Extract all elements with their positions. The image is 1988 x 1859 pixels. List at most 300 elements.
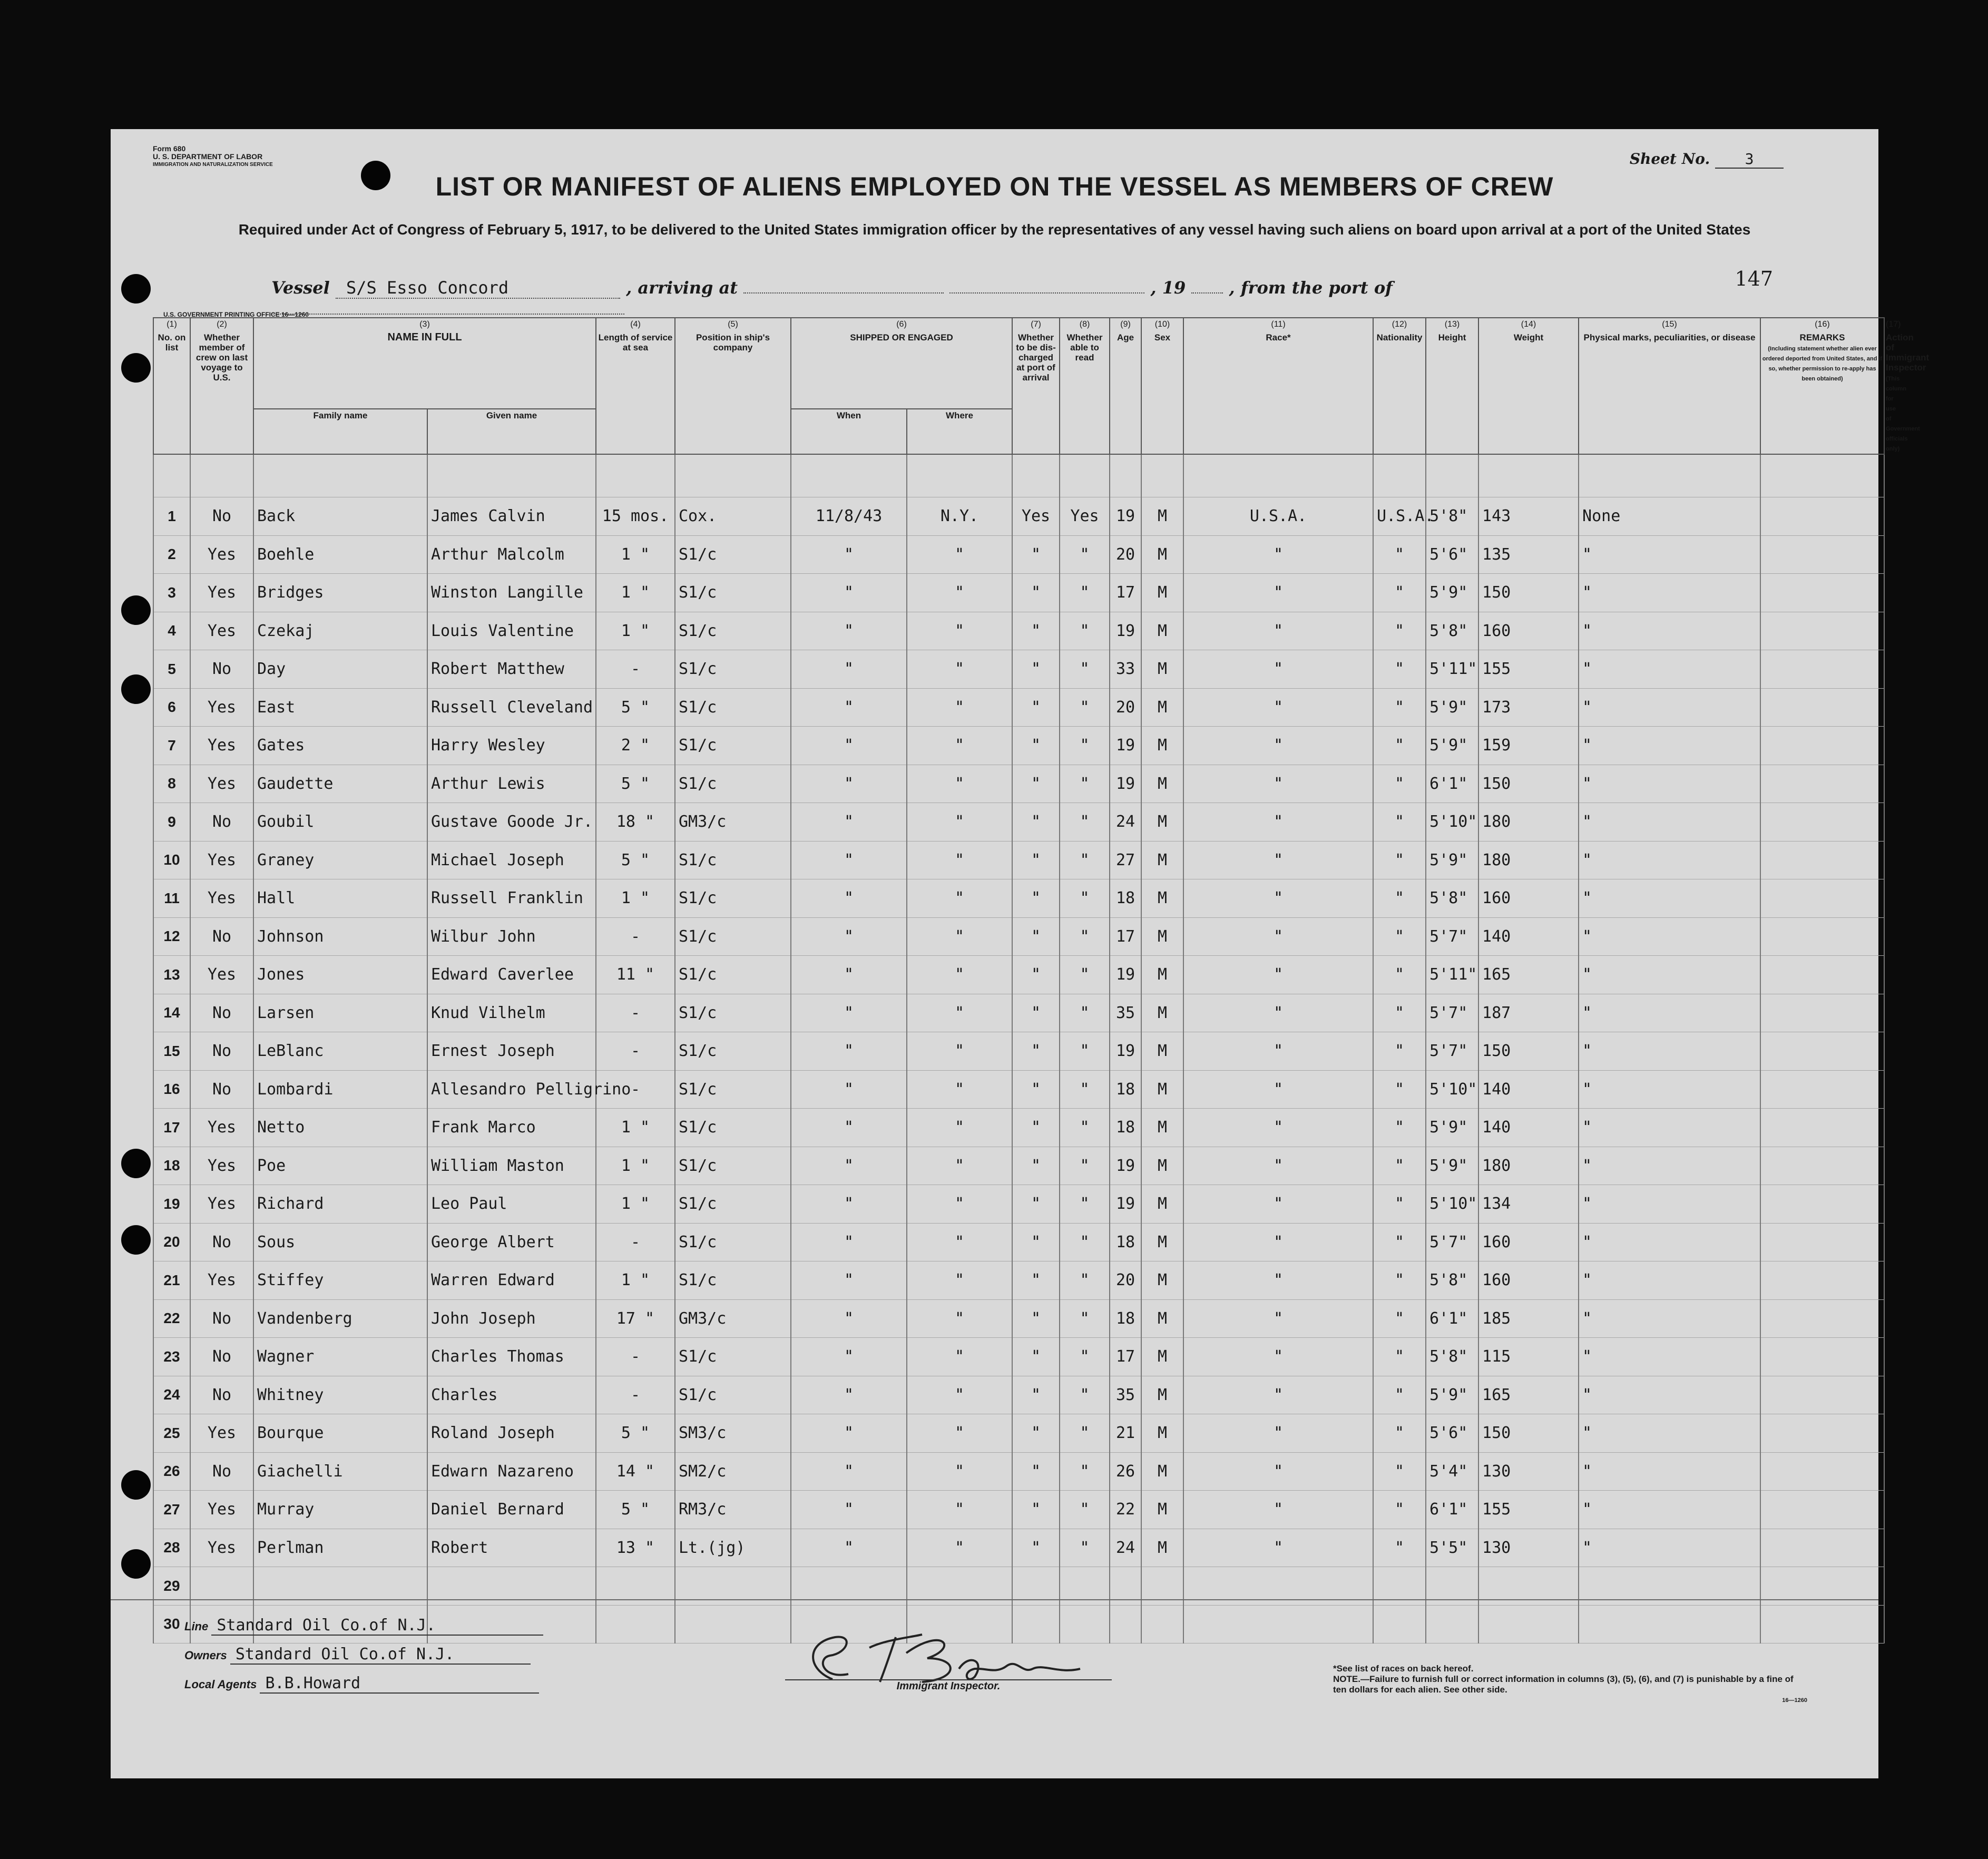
- height-cell: 5'9": [1426, 688, 1478, 727]
- family-name-cell: Larsen: [253, 994, 427, 1032]
- age-cell: 19: [1110, 1147, 1141, 1185]
- line-value: Standard Oil Co.of N.J.: [211, 1616, 543, 1636]
- discharged-cell: ": [1012, 956, 1060, 994]
- given-name-cell: Russell Franklin: [427, 879, 596, 918]
- when-cell: ": [791, 1032, 907, 1071]
- family-name-cell: Bourque: [253, 1414, 427, 1453]
- position-cell: S1/c: [675, 1223, 791, 1261]
- read-cell: ": [1060, 1223, 1110, 1261]
- position-cell: S1/c: [675, 1147, 791, 1185]
- where-cell: ": [907, 956, 1012, 994]
- position-cell: GM3/c: [675, 803, 791, 842]
- height-cell: 5'8": [1426, 497, 1478, 536]
- last-voyage-cell: Yes: [190, 1185, 253, 1224]
- when-cell: ": [791, 688, 907, 727]
- last-voyage-cell: Yes: [190, 1414, 253, 1453]
- height-cell: 5'9": [1426, 727, 1478, 765]
- position-cell: S1/c: [675, 1070, 791, 1109]
- last-voyage-cell: Yes: [190, 879, 253, 918]
- service-cell: 11 ": [596, 956, 675, 994]
- family-name-cell: Perlman: [253, 1529, 427, 1567]
- remarks-cell: [1760, 765, 1884, 803]
- nationality-cell: ": [1373, 917, 1426, 956]
- discharged-cell: ": [1012, 727, 1060, 765]
- sex-cell: M: [1141, 535, 1183, 574]
- where-cell: ": [907, 612, 1012, 650]
- owners-field: Owners Standard Oil Co.of N.J.: [184, 1645, 531, 1665]
- remarks-cell: [1760, 917, 1884, 956]
- read-cell: ": [1060, 1529, 1110, 1567]
- given-name-cell: Roland Joseph: [427, 1414, 596, 1453]
- row-number: 24: [153, 1376, 190, 1414]
- family-name-cell: LeBlanc: [253, 1032, 427, 1071]
- where-cell: ": [907, 1185, 1012, 1224]
- age-cell: 19: [1110, 727, 1141, 765]
- race-cell: ": [1183, 956, 1373, 994]
- marks-cell: ": [1579, 1414, 1760, 1453]
- discharged-cell: ": [1012, 574, 1060, 612]
- last-voyage-cell: Yes: [190, 727, 253, 765]
- sex-cell: M: [1141, 1223, 1183, 1261]
- race-cell: ": [1183, 994, 1373, 1032]
- inspector-signature: [785, 1616, 1112, 1690]
- last-voyage-cell: No: [190, 994, 253, 1032]
- table-row: [153, 956, 1884, 994]
- weight-cell: 155: [1478, 650, 1579, 689]
- when-cell: ": [791, 1491, 907, 1529]
- row-number: 20: [153, 1223, 190, 1261]
- weight-cell: 173: [1478, 688, 1579, 727]
- weight-cell: 155: [1478, 1491, 1579, 1529]
- service-cell: -: [596, 1070, 675, 1109]
- position-cell: SM3/c: [675, 1414, 791, 1453]
- where-cell: ": [907, 1491, 1012, 1529]
- remarks-cell: [1760, 1185, 1884, 1224]
- row-number: 1: [153, 497, 190, 536]
- where-cell: N.Y.: [907, 497, 1012, 536]
- age-cell: 19: [1110, 612, 1141, 650]
- family-name-cell: Gaudette: [253, 765, 427, 803]
- family-name-cell: East: [253, 688, 427, 727]
- last-voyage-cell: Yes: [190, 1529, 253, 1567]
- where-cell: ": [907, 574, 1012, 612]
- service-cell: -: [596, 650, 675, 689]
- weight-cell: 160: [1478, 1261, 1579, 1300]
- marks-cell: ": [1579, 803, 1760, 842]
- age-cell: 24: [1110, 1529, 1141, 1567]
- family-name-cell: Gates: [253, 727, 427, 765]
- race-cell: ": [1183, 612, 1373, 650]
- where-cell: ": [907, 1529, 1012, 1567]
- marks-cell: ": [1579, 1109, 1760, 1147]
- age-cell: 19: [1110, 956, 1141, 994]
- given-name-cell: Wilbur John: [427, 917, 596, 956]
- nationality-cell: ": [1373, 1223, 1426, 1261]
- discharged-cell: ": [1012, 765, 1060, 803]
- remarks-cell: [1760, 612, 1884, 650]
- weight-cell: 180: [1478, 841, 1579, 879]
- position-cell: S1/c: [675, 650, 791, 689]
- where-cell: ": [907, 994, 1012, 1032]
- nationality-cell: ": [1373, 1299, 1426, 1338]
- last-voyage-cell: Yes: [190, 956, 253, 994]
- row-number: 23: [153, 1338, 190, 1376]
- read-cell: ": [1060, 841, 1110, 879]
- age-cell: 19: [1110, 1032, 1141, 1071]
- nationality-cell: ": [1373, 612, 1426, 650]
- read-cell: ": [1060, 1261, 1110, 1300]
- sex-cell: M: [1141, 688, 1183, 727]
- service-cell: -: [596, 1223, 675, 1261]
- weight-cell: 115: [1478, 1338, 1579, 1376]
- read-cell: Yes: [1060, 497, 1110, 536]
- service-cell: 1 ": [596, 1109, 675, 1147]
- row-number: 27: [153, 1491, 190, 1529]
- table-body: [153, 454, 1884, 1643]
- read-cell: ": [1060, 1414, 1110, 1453]
- race-cell: ": [1183, 1414, 1373, 1453]
- height-cell: 5'9": [1426, 1109, 1478, 1147]
- inspector-label: Immigrant Inspector.: [785, 1679, 1112, 1692]
- last-voyage-cell: No: [190, 917, 253, 956]
- col-weight: (14) Weight: [1478, 318, 1579, 454]
- height-cell: 5'10": [1426, 1185, 1478, 1224]
- position-cell: S1/c: [675, 1338, 791, 1376]
- discharged-cell: ": [1012, 1185, 1060, 1224]
- port-label: , from the port of: [1229, 278, 1393, 298]
- marks-cell: ": [1579, 1452, 1760, 1491]
- marks-cell: ": [1579, 994, 1760, 1032]
- nationality-cell: ": [1373, 650, 1426, 689]
- family-name-cell: Murray: [253, 1491, 427, 1529]
- last-voyage-cell: No: [190, 1376, 253, 1414]
- nationality-cell: ": [1373, 574, 1426, 612]
- given-name-cell: James Calvin: [427, 497, 596, 536]
- family-name-cell: Back: [253, 497, 427, 536]
- marks-cell: None: [1579, 497, 1760, 536]
- sex-cell: M: [1141, 650, 1183, 689]
- discharged-cell: ": [1012, 1376, 1060, 1414]
- weight-cell: 180: [1478, 803, 1579, 842]
- family-name-cell: Lombardi: [253, 1070, 427, 1109]
- discharged-cell: ": [1012, 1338, 1060, 1376]
- race-cell: ": [1183, 1338, 1373, 1376]
- table-row: [153, 1032, 1884, 1071]
- weight-cell: 143: [1478, 497, 1579, 536]
- race-cell: ": [1183, 1261, 1373, 1300]
- discharged-cell: ": [1012, 1223, 1060, 1261]
- nationality-cell: ": [1373, 1338, 1426, 1376]
- race-cell: ": [1183, 1223, 1373, 1261]
- marks-cell: ": [1579, 841, 1760, 879]
- sex-cell: M: [1141, 1147, 1183, 1185]
- arriving-at-blank: [743, 292, 944, 293]
- race-cell: ": [1183, 765, 1373, 803]
- age-cell: 20: [1110, 688, 1141, 727]
- height-cell: 5'7": [1426, 917, 1478, 956]
- line-field: Line Standard Oil Co.of N.J.: [184, 1616, 543, 1636]
- read-cell: ": [1060, 765, 1110, 803]
- race-cell: ": [1183, 1529, 1373, 1567]
- form-stamp: [153, 145, 342, 169]
- race-cell: ": [1183, 1452, 1373, 1491]
- nationality-cell: U.S.A.: [1373, 497, 1426, 536]
- height-cell: 5'6": [1426, 535, 1478, 574]
- family-name-cell: Bridges: [253, 574, 427, 612]
- service-cell: 15 mos.: [596, 497, 675, 536]
- when-cell: ": [791, 1147, 907, 1185]
- nationality-cell: ": [1373, 879, 1426, 918]
- row-number: 10: [153, 841, 190, 879]
- last-voyage-cell: Yes: [190, 765, 253, 803]
- discharged-cell: ": [1012, 535, 1060, 574]
- nationality-cell: ": [1373, 956, 1426, 994]
- position-cell: S1/c: [675, 727, 791, 765]
- discharged-cell: ": [1012, 1261, 1060, 1300]
- age-cell: 17: [1110, 1338, 1141, 1376]
- age-cell: 26: [1110, 1452, 1141, 1491]
- marks-cell: ": [1579, 1529, 1760, 1567]
- read-cell: ": [1060, 574, 1110, 612]
- marks-cell: ": [1579, 917, 1760, 956]
- vessel-line: [271, 278, 1720, 319]
- remarks-cell: [1760, 1223, 1884, 1261]
- nationality-cell: ": [1373, 727, 1426, 765]
- position-cell: S1/c: [675, 994, 791, 1032]
- when-cell: ": [791, 1299, 907, 1338]
- read-cell: ": [1060, 1185, 1110, 1224]
- crew-table: [153, 317, 1930, 1643]
- race-cell: ": [1183, 535, 1373, 574]
- discharged-cell: ": [1012, 803, 1060, 842]
- discharged-cell: ": [1012, 612, 1060, 650]
- given-name-cell: Arthur Lewis: [427, 765, 596, 803]
- read-cell: ": [1060, 535, 1110, 574]
- table-row: [153, 1147, 1884, 1185]
- given-name-cell: Allesandro Pelligrino: [427, 1070, 596, 1109]
- family-name-cell: Czekaj: [253, 612, 427, 650]
- row-number: 21: [153, 1261, 190, 1300]
- race-cell: ": [1183, 879, 1373, 918]
- family-name-cell: Whitney: [253, 1376, 427, 1414]
- when-cell: ": [791, 879, 907, 918]
- marks-cell: ": [1579, 612, 1760, 650]
- last-voyage-cell: No: [190, 497, 253, 536]
- col-no: (1) No. on list: [153, 318, 190, 454]
- where-cell: ": [907, 879, 1012, 918]
- discharged-cell: ": [1012, 841, 1060, 879]
- discharged-cell: ": [1012, 1491, 1060, 1529]
- page-number: 147: [1735, 267, 1773, 290]
- height-cell: 5'9": [1426, 1376, 1478, 1414]
- service-cell: 5 ": [596, 841, 675, 879]
- where-cell: ": [907, 1261, 1012, 1300]
- race-cell: ": [1183, 1070, 1373, 1109]
- table-row: [153, 688, 1884, 727]
- table-row: [153, 765, 1884, 803]
- given-name-cell: Robert: [427, 1529, 596, 1567]
- read-cell: ": [1060, 727, 1110, 765]
- when-cell: ": [791, 1223, 907, 1261]
- marks-cell: ": [1579, 1299, 1760, 1338]
- marks-cell: ": [1579, 1491, 1760, 1529]
- service-cell: 5 ": [596, 1414, 675, 1453]
- when-cell: ": [791, 650, 907, 689]
- family-name-cell: Poe: [253, 1147, 427, 1185]
- weight-cell: 130: [1478, 1452, 1579, 1491]
- remarks-cell: [1760, 1414, 1884, 1453]
- penalty-note: NOTE.—Failure to furnish full or correct information in columns (3), (5), (6), and (7) is punishable by a fine of ten dollars for each alien. See other side.: [1333, 1674, 1794, 1695]
- arriving-label: , arriving at: [626, 278, 738, 298]
- given-name-cell: Louis Valentine: [427, 612, 596, 650]
- marks-cell: ": [1579, 688, 1760, 727]
- read-cell: ": [1060, 1070, 1110, 1109]
- service-cell: 5 ": [596, 765, 675, 803]
- family-name-cell: Stiffey: [253, 1261, 427, 1300]
- service-cell: -: [596, 1338, 675, 1376]
- marks-cell: ": [1579, 1338, 1760, 1376]
- marks-cell: ": [1579, 535, 1760, 574]
- col-name: (3) NAME IN FULL: [253, 318, 596, 409]
- service-cell: 1 ": [596, 535, 675, 574]
- discharged-cell: ": [1012, 1414, 1060, 1453]
- footer: [111, 1599, 1878, 1758]
- row-number: 28: [153, 1529, 190, 1567]
- remarks-cell: [1760, 1261, 1884, 1300]
- sex-cell: M: [1141, 1299, 1183, 1338]
- weight-cell: 165: [1478, 1376, 1579, 1414]
- given-name-cell: Edward Caverlee: [427, 956, 596, 994]
- col-marks: (15) Physical marks, peculiarities, or disease: [1579, 318, 1760, 454]
- col-discharged: (7) Whether to be dis-charged at port of arrival: [1012, 318, 1060, 454]
- sex-cell: M: [1141, 1452, 1183, 1491]
- col-position: (5) Position in ship's company: [675, 318, 791, 454]
- height-cell: 5'8": [1426, 1338, 1478, 1376]
- family-name-cell: Day: [253, 650, 427, 689]
- binder-hole: [121, 595, 151, 625]
- service-cell: 1 ": [596, 574, 675, 612]
- sex-cell: M: [1141, 574, 1183, 612]
- row-number: 18: [153, 1147, 190, 1185]
- remarks-cell: [1760, 1109, 1884, 1147]
- col-remarks: (16) REMARKS (Including statement whether alien ever ordered deported from United States, and if so, whether permission to re-apply has been obtained): [1760, 318, 1884, 454]
- service-cell: 2 ": [596, 727, 675, 765]
- position-cell: S1/c: [675, 1032, 791, 1071]
- weight-cell: 150: [1478, 1414, 1579, 1453]
- given-name-cell: Leo Paul: [427, 1185, 596, 1224]
- age-cell: 18: [1110, 1223, 1141, 1261]
- weight-cell: 160: [1478, 879, 1579, 918]
- nationality-cell: ": [1373, 1414, 1426, 1453]
- col-when: When: [791, 409, 907, 454]
- read-cell: ": [1060, 1376, 1110, 1414]
- when-cell: ": [791, 841, 907, 879]
- col-where: Where: [907, 409, 1012, 454]
- family-name-cell: Goubil: [253, 803, 427, 842]
- col-race: (11) Race*: [1183, 318, 1373, 454]
- remarks-cell: [1760, 803, 1884, 842]
- printing-office: U.S. GOVERNMENT PRINTING OFFICE 16—1260: [163, 311, 309, 318]
- remarks-cell: [1760, 1070, 1884, 1109]
- marks-cell: ": [1579, 1261, 1760, 1300]
- given-name-cell: Russell Cleveland: [427, 688, 596, 727]
- when-cell: ": [791, 612, 907, 650]
- height-cell: 5'10": [1426, 1070, 1478, 1109]
- remarks-cell: [1760, 1376, 1884, 1414]
- service-cell: 14 ": [596, 1452, 675, 1491]
- remarks-cell: [1760, 1147, 1884, 1185]
- read-cell: ": [1060, 917, 1110, 956]
- marks-cell: ": [1579, 956, 1760, 994]
- table-row: [153, 535, 1884, 574]
- age-cell: 18: [1110, 1070, 1141, 1109]
- table-row: [153, 879, 1884, 918]
- nationality-cell: ": [1373, 1109, 1426, 1147]
- remarks-cell: [1760, 1032, 1884, 1071]
- last-voyage-cell: No: [190, 1223, 253, 1261]
- discharged-cell: ": [1012, 1070, 1060, 1109]
- weight-cell: 185: [1478, 1299, 1579, 1338]
- department-name: U. S. DEPARTMENT OF LABOR: [153, 152, 263, 161]
- table-row: [153, 994, 1884, 1032]
- table-row: [153, 1452, 1884, 1491]
- remarks-cell: [1760, 956, 1884, 994]
- discharged-cell: ": [1012, 650, 1060, 689]
- binder-hole: [121, 1225, 151, 1255]
- sex-cell: M: [1141, 1261, 1183, 1300]
- when-cell: ": [791, 574, 907, 612]
- read-cell: ": [1060, 1338, 1110, 1376]
- when-cell: ": [791, 917, 907, 956]
- sex-cell: M: [1141, 1032, 1183, 1071]
- discharged-cell: ": [1012, 994, 1060, 1032]
- service-cell: 1 ": [596, 612, 675, 650]
- position-cell: S1/c: [675, 765, 791, 803]
- sheet-number: [1630, 150, 1784, 169]
- age-cell: 17: [1110, 574, 1141, 612]
- position-cell: S1/c: [675, 574, 791, 612]
- nationality-cell: ": [1373, 1491, 1426, 1529]
- age-cell: 19: [1110, 497, 1141, 536]
- when-cell: ": [791, 1185, 907, 1224]
- row-number: 19: [153, 1185, 190, 1224]
- when-cell: ": [791, 1376, 907, 1414]
- table-spacer-row: [153, 454, 1884, 497]
- sex-cell: M: [1141, 765, 1183, 803]
- sex-cell: M: [1141, 727, 1183, 765]
- sex-cell: M: [1141, 841, 1183, 879]
- read-cell: ": [1060, 1109, 1110, 1147]
- position-cell: Cox.: [675, 497, 791, 536]
- remarks-cell: [1760, 688, 1884, 727]
- row-number: 30: [153, 1605, 190, 1643]
- remarks-cell: [1760, 574, 1884, 612]
- remarks-cell: [1760, 994, 1884, 1032]
- table-row: [153, 1185, 1884, 1224]
- sex-cell: M: [1141, 1185, 1183, 1224]
- race-cell: ": [1183, 1185, 1373, 1224]
- owners-value: Standard Oil Co.of N.J.: [230, 1645, 531, 1665]
- table-row: [153, 1491, 1884, 1529]
- race-cell: ": [1183, 574, 1373, 612]
- where-cell: ": [907, 1338, 1012, 1376]
- sex-cell: M: [1141, 1376, 1183, 1414]
- race-cell: ": [1183, 1299, 1373, 1338]
- marks-cell: ": [1579, 1185, 1760, 1224]
- binder-hole: [121, 274, 151, 304]
- family-name-cell: Giachelli: [253, 1452, 427, 1491]
- height-cell: 5'8": [1426, 612, 1478, 650]
